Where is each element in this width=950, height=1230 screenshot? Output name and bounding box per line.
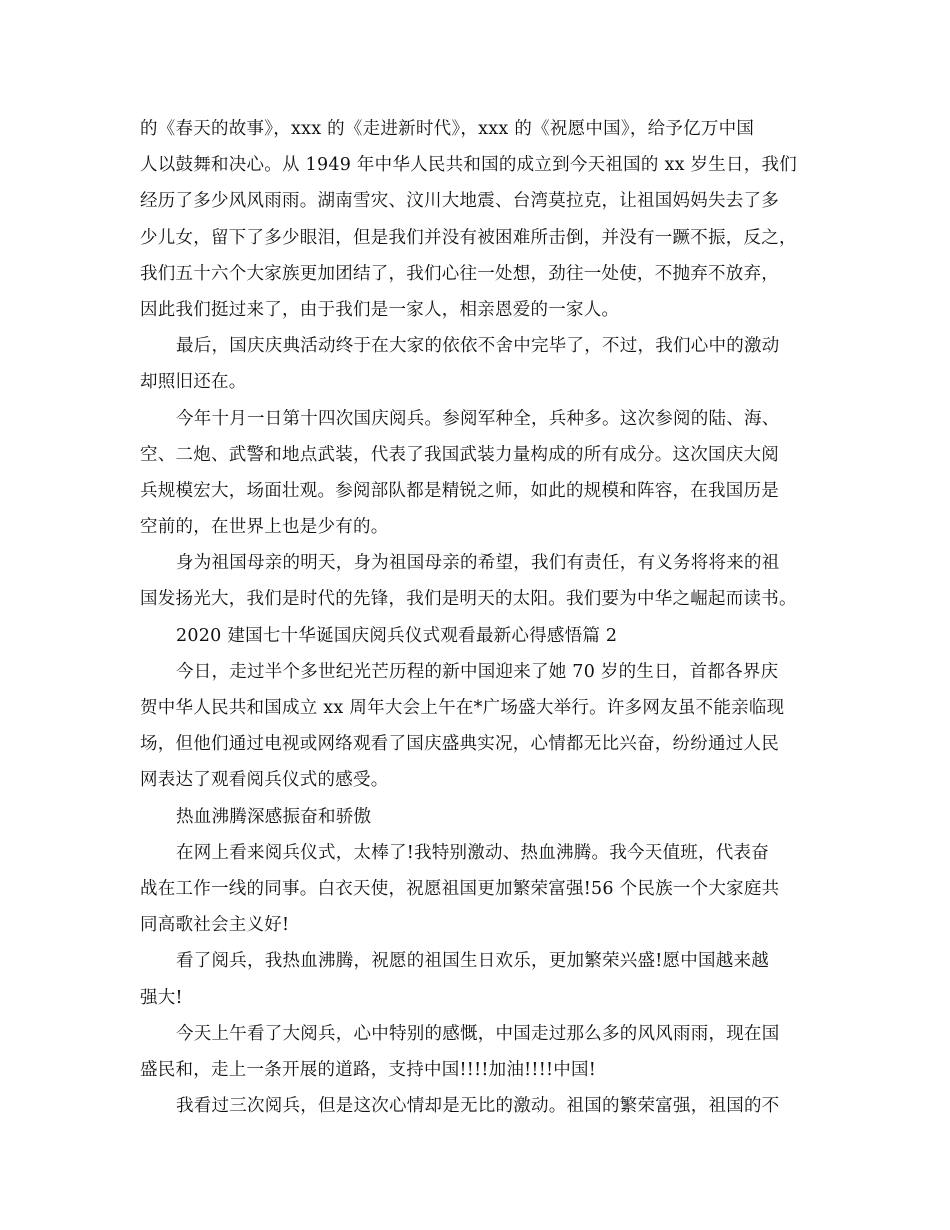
text-line: 贺中华人民共和国成立 xx 周年大会上午在*广场盛大举行。许多网友虽不能亲临现 — [140, 698, 785, 718]
document-body — [140, 111, 830, 1124]
text-line: 在网上看来阅兵仪式，太棒了!我特别激动、热血沸腾。我今天值班，代表奋 — [176, 842, 770, 863]
text-line: 空前的，在世界上也是少有的。 — [140, 517, 389, 538]
text-line: 人以鼓舞和决心。从 1949 年中华人民共和国的成立到今天祖国的 xx 岁生日，我们 — [140, 155, 798, 176]
text-line: 场，但他们通过电视或网络观看了国庆盛典实况，心情都无比兴奋，纷纷通过人民 — [140, 734, 779, 755]
text-line: 今日，走过半个多世纪光芒历程的新中国迎来了她 70 岁的生日，首都各界庆 — [176, 661, 779, 682]
text-line: 今天上午看了大阅兵，心中特别的感慨，中国走过那么多的风风雨雨，现在国 — [176, 1023, 780, 1044]
text-line: 身为祖国母亲的明天，身为祖国母亲的希望，我们有责任，有义务将将来的祖 — [176, 553, 780, 574]
text-line: 看了阅兵，我热血沸腾，祝愿的祖国生日欢乐，更加繁荣兴盛!愿中国越来越 — [176, 951, 770, 972]
text-line: 少儿女，留下了多少眼泪，但是我们并没有被困难所击倒，并没有一蹶不振，反之， — [140, 227, 797, 248]
text-line: 却照旧还在。 — [140, 372, 247, 393]
text-line: 因此我们挺过来了，由于我们是一家人，相亲恩爱的一家人。 — [140, 299, 620, 320]
text-line: 我看过三次阅兵，但是这次心情却是无比的激动。祖国的繁荣富强，祖国的不 — [176, 1096, 780, 1117]
text-line: 热血沸腾深感振奋和骄傲 — [176, 806, 372, 827]
text-line: 战在工作一线的同事。白衣天使，祝愿祖国更加繁荣富强!56 个民族一个大家庭共 — [140, 878, 780, 899]
text-line: 的《春天的故事》，xxx 的《走进新时代》，xxx 的《祝愿中国》，给予亿万中国 — [140, 119, 755, 139]
text-line: 我们五十六个大家族更加团结了，我们心往一处想，劲往一处使，不抛弃不放弃， — [140, 263, 779, 284]
text-line: 空、二炮、武警和地点武装，代表了我国武装力量构成的所有成分。这次国庆大阅 — [140, 444, 779, 465]
text-line: 盛民和，走上一条开展的道路，支持中国!!!!加油!!!!中国! — [140, 1059, 597, 1080]
text-line: 最后，国庆庆典活动终于在大家的依依不舍中完毕了，不过，我们心中的激动 — [176, 336, 780, 357]
text-line: 经历了多少风风雨雨。湖南雪灾、汶川大地震、台湾莫拉克，让祖国妈妈失去了多 — [140, 191, 779, 212]
text-line: 兵规模宏大，场面壮观。参阅部队都是精锐之师，如此的规模和阵容，在我国历是 — [140, 480, 779, 501]
text-line: 强大! — [140, 987, 183, 1008]
text-line: 网表达了观看阅兵仪式的感受。 — [140, 770, 389, 791]
text-line: 今年十月一日第十四次国庆阅兵。参阅军种全，兵种多。这次参阅的陆、海、 — [176, 408, 780, 429]
text-line: 国发扬光大，我们是时代的先锋，我们是明天的太阳。我们要为中华之崛起而读书。 — [140, 589, 797, 610]
text-line: 2020 建国七十华诞国庆阅兵仪式观看最新心得感悟篇 2 — [176, 625, 618, 646]
text-line: 同高歌社会主义好! — [140, 915, 290, 936]
